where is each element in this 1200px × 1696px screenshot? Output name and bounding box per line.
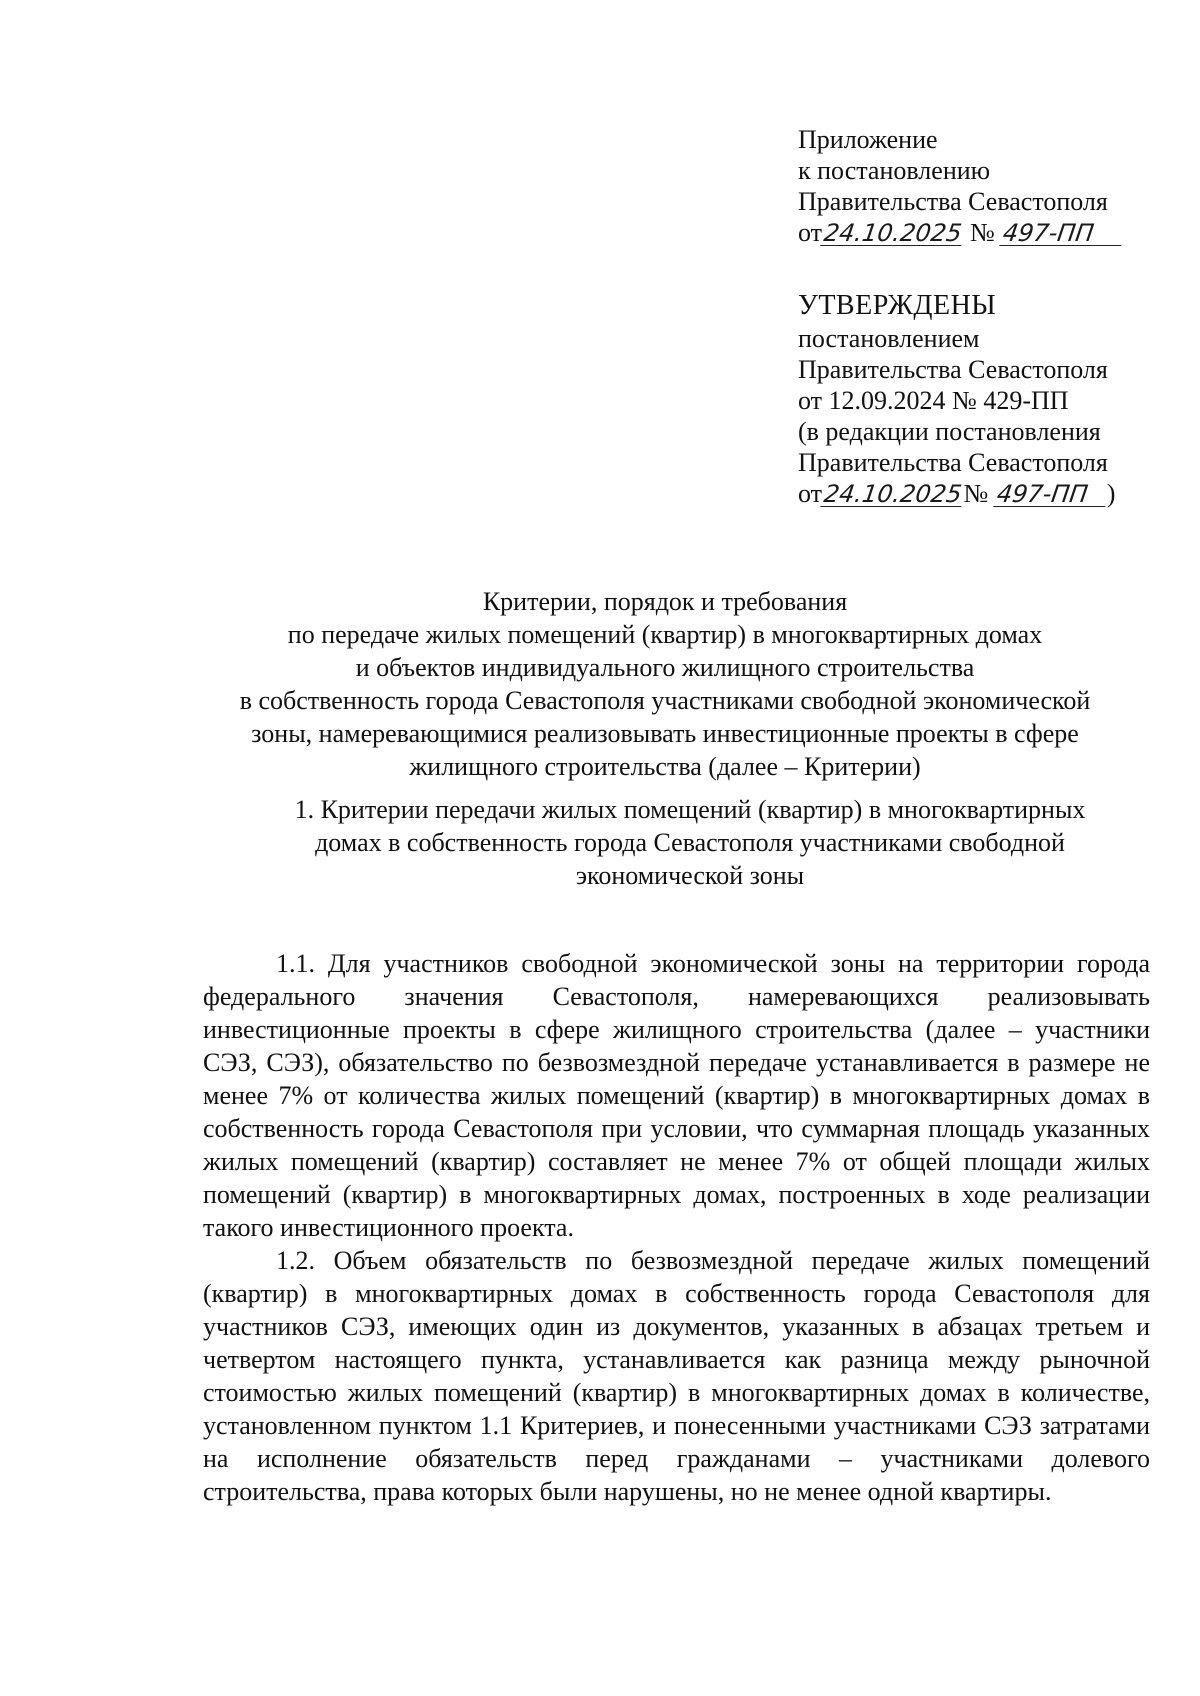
appendix-line: Приложение xyxy=(798,125,938,154)
title-line: жилищного строительства (далее – Критерии) xyxy=(409,752,921,781)
approved-block xyxy=(798,290,1178,509)
title-line: Критерии, порядок и требования xyxy=(482,587,848,616)
closing-paren: ) xyxy=(1106,479,1116,508)
handwritten-number: 497-ПП xyxy=(1000,221,1126,246)
number-sign: № xyxy=(963,479,989,508)
handwritten-date: 24.10.2025 xyxy=(822,480,964,508)
paragraph-1-1: 1.1. Для участников свободной экономической зоны на территории города федерального значения Севастополя, намеревающихся реализовывать инвестиционные проекты в сфере жилищного строительства (далее – участники СЭЗ, СЭЗ), обязательство по безвозмездной передаче устанавливается в размере не менее 7% от количества жилых помещений (квартир) в многоквартирных домах в собственность города Севастополя при условии, что суммарная площадь указанных жилых помещений (квартир) составляет не менее 7% от общей площади жилых помещений (квартир) в многоквартирных домах, построенных в ходе реализации такого инвестиционного проекта. xyxy=(203,949,1150,1242)
handwritten-number: 497-ПП xyxy=(993,482,1109,507)
title-line: в собственность города Севастополя участниками свободной экономической xyxy=(239,686,1091,715)
title-line: по передаче жилых помещений (квартир) в многоквартирных домах xyxy=(287,620,1043,649)
title-line: и объектов индивидуального жилищного строительства xyxy=(355,653,975,682)
appendix-line: к постановлению xyxy=(798,156,991,185)
from-prefix: от xyxy=(798,479,823,508)
section-heading-line: экономической зоны xyxy=(575,861,805,890)
appendix-line: Правительства Севастополя xyxy=(798,187,1108,216)
paragraph-1-2: 1.2. Объем обязательств по безвозмездной передаче жилых помещений (квартир) в многоквартирных домах в собственность города Севастополя для участников СЭЗ, имеющих один из документов, указанных в абзацах третьем и четвертом настоящего пункта, устанавливается как разница между рыночной стоимостью жилых помещений (квартир) в многоквартирных домах в количестве, установленном пунктом 1.1 Критериев, и понесенными участниками СЭЗ затратами на исполнение обязательств перед гражданами – участниками долевого строительства, права которых были нарушены, но не менее одной квартиры. xyxy=(203,1246,1150,1506)
from-prefix: от xyxy=(798,218,823,247)
approved-line: постановлением xyxy=(798,324,980,353)
section-heading-line: домах в собственность города Севастополя участниками свободной xyxy=(315,828,1065,857)
approved-line: от 12.09.2024 № 429-ПП xyxy=(798,386,1069,415)
document-title xyxy=(160,585,1170,783)
section-heading xyxy=(230,793,1150,892)
handwritten-date: 24.10.2025 xyxy=(822,219,964,247)
approved-line: Правительства Севастополя xyxy=(798,448,1108,477)
approved-line: (в редакции постановления xyxy=(798,417,1101,446)
approved-heading: УТВЕРЖДЕНЫ xyxy=(798,290,997,321)
number-sign: № xyxy=(969,218,995,247)
appendix-date-line xyxy=(798,217,1178,248)
document-body xyxy=(203,947,1150,1508)
approved-line: Правительства Севастополя xyxy=(798,355,1108,384)
appendix-block xyxy=(798,124,1178,248)
approved-date-line xyxy=(798,478,1178,509)
title-line: зоны, намеревающимися реализовывать инвестиционные проекты в сфере xyxy=(251,719,1079,748)
section-heading-line: 1. Критерии передачи жилых помещений (квартир) в многоквартирных xyxy=(294,795,1086,824)
